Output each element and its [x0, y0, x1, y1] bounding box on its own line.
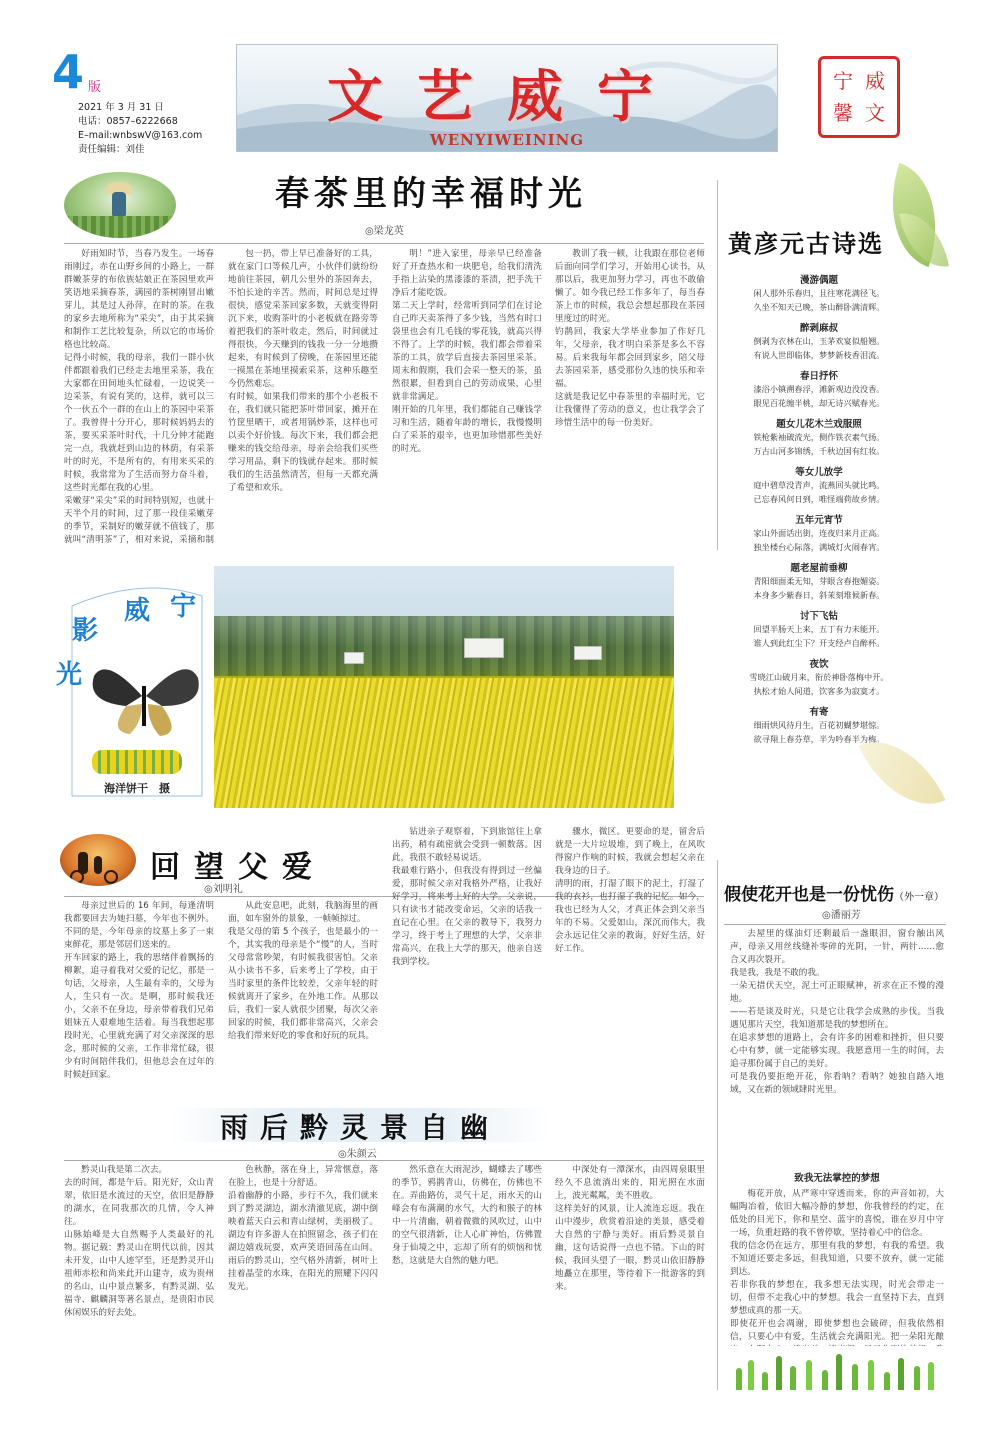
poem-line: 本身多少紫春日，斜茉刻堆候新春。: [753, 590, 885, 600]
poem-line: 漆浴小镇溯春浮，滩新观边没没香。: [753, 384, 885, 394]
photo-label-char: 宁: [170, 592, 197, 622]
poem-title: 有寄: [809, 707, 829, 718]
poem-item: [724, 656, 914, 698]
article-title: [724, 880, 954, 905]
article-column: 明！”进入家里，母亲早已经准备好了开查热水和一块肥皂，给我们清洗手指上沾染的黑漆漆的茶渍，把手洗干净后才能吃饭。 第二天上学时，经常听到同学们在讨论自己昨天卖茶得了多少钱，当然有时口袋里也会有几毛钱的零花钱，就高兴得不得了。上学的时候，我们都会带着采茶的工具，放学后直接去茶园里采茶。周末和假期，我们会采一整天的茶，虽然很累，但看到自己的劳动成果，心里就非常满足。 刚开始的几年里，我们都能自己赚钱学习和生活，随着年龄的增长，我慢慢明白了采茶的艰辛，也更加珍惜那些美好的时光。: [392, 249, 542, 454]
article-body: 梅花开放，从严寒中穿透而来，你的声音如初，大幅陶冶着，依旧大幅冷静的梦想，你我曾经的约定，在低处的目光下，你和星空、蓝宇的喜悦，谁在岁月中守一场，负重赶路的我不曾停歇，坚持着心中的信念。 我的信念仍在远方，那里有我的梦想，有我的希望。我不知道还要走多远，但我知道，只要不放弃，就一定能到达。 若非你我的梦想在，我多想无法实现，时光会带走一切，但带不走我心中的梦想。我会一直坚持下去，直到梦想成真的那一天。 即使花开也会凋谢，即使梦想也会破碎，但我依然相信，只要心中有爱，生活就会充满阳光。把一朵阳光酿: [730, 1189, 944, 1342]
article-column: 母亲过世后的 16 年间，每逢清明我都要回去为她扫墓，今年也不例外。不同的是，今年母亲的坟墓上多了一束束鲜花，那是邻居们送来的。 开车回家的路上，我的思绪伴着飘扬的柳絮，追寻着我对父爱的记忆，那是一句话，父母亲，人生最有幸的，父母为人，生只有一次。是啊，那时候我还小，父亲不在身边，母亲带着我们兄弟姐妹五人艰难地生活着。每当我想起那段时光，心里就充满了对父亲深深的思念，那时候的父亲，工作非常忙碌，很少有时间陪伴我们，但他总会在过年的时候赶回家。: [64, 901, 214, 1080]
poem-title: 五年元宵节: [795, 515, 843, 526]
poem-line: 有说人世即临体，梦梦新枝香泪流。: [753, 350, 885, 360]
masthead-pinyin: WENYIWEINING: [429, 131, 585, 149]
article-column: 教训了我一顿，让我跟在那位老师后面向同学们学习，开始用心读书，从那以后，我更加努力学习，再也不敢偷懒了。如今我已经工作多年了，每当春茶上市的时候，我总会想起那段在茶园里度过的时光。 钓鹊回，我家大学毕业参加了作好几年，父母亲，我才明白采茶是多么不容易。后来我每年都会回到家乡，陪父母去茶园采茶，感受那份久违的快乐和幸福。 这就是我记忆中春茶里的幸福时光，它让我懂得了劳动的意义，也让我学会了珍惜生活中的每一份美好。: [555, 249, 705, 428]
issue-meta: [78, 101, 202, 157]
poem-title: 题女儿花木兰戏服照: [776, 419, 862, 430]
article-title-text: 假使花开也是一份忧伤: [724, 885, 894, 905]
poem-title: 等女儿放学: [795, 467, 843, 478]
poem-line: 谁人到此红尘下？开支经卢自醉杯。: [753, 638, 885, 648]
page-suffix: 版: [88, 80, 102, 95]
column-rule: [717, 180, 718, 550]
seal-char: 馨: [833, 101, 853, 125]
seal-char: 宁: [833, 69, 853, 93]
tea-picker-image: [64, 172, 176, 238]
photo-label-char: 威: [124, 596, 151, 626]
seal-stamp: [818, 56, 900, 138]
article-body: 去屋里的煤油灯还剩最后一盏眼泪，窗台触出风声，母亲又用丝线缝补零碎的光阴，一针，两针……愈合又再次裂开。 我是我，我是不敢的我。 一朵无措伏天空，泥土可正眼赋神，祈求在正不慢的漫地。 ——若是谈及时光，只是它让我学会成熟的步伐。当我遇见那片天空，我知道那是我的梦想所在。 在追求梦想的道路上，会有许多的困难和挫折，但只要心中有梦，就一定能够实现。我愿意用一生的时间，去追寻那份属于自己的美好。 可是我仍要拒绝开花，你看呐？看呐？她独自踏入地域，又在新的领域肆时光里。: [730, 929, 944, 1095]
flower-decoration: [92, 750, 182, 774]
article-title: 回望父爱: [150, 850, 326, 885]
article-author: ◎刘明礼: [204, 884, 243, 895]
title-rule: [64, 1160, 704, 1161]
poem-title: 讨下飞钻: [799, 611, 838, 622]
issue-email: E–mail:wnbswV@163.com: [78, 130, 203, 141]
column-rule: [717, 860, 718, 1390]
title-rule: [724, 924, 946, 925]
article-author: ◎梁龙英: [365, 226, 404, 237]
seal-char: 威: [865, 69, 885, 93]
photo-label-char: 光: [56, 660, 83, 690]
poem-line: 雪晓江山破月来，衔於神卧落梅中开。: [749, 672, 889, 682]
poem-line: 家山外面话出街，连夜归来月正高。: [753, 528, 885, 538]
poem-line: 执松才始人间道，饮客多为寂寞才。: [753, 686, 885, 696]
article-subtitle: 致我无法掌控的梦想: [794, 1173, 880, 1184]
poem-item: [724, 608, 914, 650]
article-title: 雨后黔灵景自幽: [220, 1111, 501, 1144]
masthead-banner: [236, 44, 778, 152]
issue-phone: 电话：0857–6222668: [78, 116, 178, 127]
photo-label-panel: [52, 566, 212, 806]
issue-editor: 责任编辑：刘佳: [78, 144, 145, 155]
poem-title: 题老屋前垂柳: [790, 563, 848, 574]
poem-item: [724, 416, 914, 458]
poem-line: 久坐不知天已晚，茶山醉卧满清辉。: [753, 302, 885, 312]
grass-decoration: [732, 1350, 942, 1390]
poem-line: 倒剥为衣林在山，玉茅欢宴似船翘。: [753, 336, 885, 346]
article-column: 色秋静，落在身上，异常惬意，落在脸上，也是十分舒适。 沿着幽静的小路，步行不久，我们就来到了黔灵湖边，湖水清澈见底，湖中倒映着蓝天白云和青山绿树，美丽极了。湖边有许多游人在拍照留念，孩子们在湖边嬉戏玩耍，欢声笑语回荡在山间。雨后的黔灵山，空气格外清新，树叶上挂着晶莹的水珠，在阳光的照耀下闪闪发光。: [228, 1165, 378, 1292]
rapeseed-field-photo: [214, 566, 674, 808]
poem-item: [724, 464, 914, 506]
seal-char: 文: [865, 101, 885, 125]
poem-line: 回望半肠天上来，五丁有力未能开。: [753, 624, 885, 634]
article-column: 好雨知时节，当春乃发生。一场春雨刚过，赤在山野乡间的小路上，一群群嫩茶芽的布依族姑娘正在茶园里欢声笑语地采摘春茶，满园的茶树刚冒出嫩芽儿，其是过人孙萍，在时的茶。在我的家乡去地所称为“采尖”，由于其采摘和制作工艺比较复杂，所以它的市场价格也比较高。 记得小时候，我的母亲，我们一群小伙伴都跟着我们已经走去地里采茶，我在大家都在田间地头忙碌着，一边说笑一边采茶，有说有笑的，这样，就可以三个一伙五个一群的在山上的茶园中采茶了。我曾得十分开心，那时候妈妈去的茶，要买采茶叶时代，十几分钟才能跑完一点，我就赶到山边的林荫，有采茶叶的时光，不是所有的，有用来买采的时候，我常常为了生活而努力奋斗着，这些时光都在我的心里。 采嫩芽“采尖”采的时间特别短，也就十天半个月的时间，过了那一段佳采嫩芽的季节，采制好的嫩芽就不值钱了，那就叫“清明茶”了，相对来说，采摘和制: [64, 249, 214, 545]
page-number-block: [52, 45, 112, 99]
article-column: 从此安息吧，此刻，我脑海里的画面，如车窗外的景象，一帧帧掠过。 我是父母的第 5 个孩子，也是最小的一个，其实我的母亲是个“慢”的人，当时父母常常吵架，有时候我很害怕。父亲从小读书不多，后来考上了学校，由于当时家里的条件比较差，父亲年轻的时候就离开了家乡，在外地工作。从那以后，我们一家人就很少团聚，每次父亲回家的时候，我们都非常高兴，父亲会给我们带来好吃的零食和好玩的玩具。: [228, 901, 378, 1041]
poem-title: 春日抒怀: [799, 371, 838, 382]
poem-line: 铁枪紫袖破流光，侧作铁衣素气扬。: [753, 432, 885, 442]
father-son-image: [60, 834, 136, 886]
poem-line: 独坐楼台心际落，满城灯火闹春宵。: [753, 542, 885, 552]
article-title-note: （外一章）: [894, 892, 944, 903]
poem-list: [724, 266, 914, 746]
article-column: 钻进亲子观察着，下到旅馆往上拿出药，稍有疏密就会受到一顿数落。因此，我很不敢轻易说话。 我最难行路小，但我没有得到过一丝偏爱，那时候父亲对我格外严格，让我好好学习，将来考上好的大学。父亲说，只有读书才能改变命运，父亲的话我一直记在心里。在父亲的教导下，我努力学习，终于考上了理想的大学，父亲非常高兴，在我上大学的那天，他亲自送我到学校。: [392, 827, 542, 967]
poem-item: [724, 560, 914, 602]
poem-line: 眼见百花缠半桃，却无诗兴赋春光。: [753, 398, 885, 408]
poems-panel: [724, 170, 940, 860]
article-column: 中深处有一潭深水，由四周泉眼里经久不息流淌出来的，阳光照在水面上，波光粼粼，美不胜收。 这样美好的风景，让人流连忘返。我在山中漫步，欣赏着沿途的美景，感受着大自然的宁静与美好。雨后黔灵景自幽，这句话说得一点也不错。下山的时候，我回头望了一眼，黔灵山依旧静静地矗立在那里，等待着下一批游客的到来。: [555, 1165, 705, 1292]
photo-label-char: 影: [72, 616, 99, 646]
poem-line: 闲人那外乐春归，且往寒花满径飞。: [753, 288, 885, 298]
poem-line: 欲寻翔上春芬草，半为吟春半为梅。: [753, 734, 885, 744]
poem-title: 夜饮: [809, 659, 829, 670]
poem-item: [724, 272, 914, 314]
article-author: ◎潘丽芳: [822, 910, 861, 921]
poem-line: 细雨烘风待月生，百花初蝴梦堪惊。: [753, 720, 885, 730]
poem-item: [724, 368, 914, 410]
poem-line: 青阳细面柔无知，芽眼含春抱媚姿。: [753, 576, 885, 586]
poem-title: 漫游偶题: [799, 275, 838, 286]
poem-line: 已忘春风何日到，唯怪端荷故乡情。: [753, 494, 885, 504]
poem-title: 醉剥麻叔: [799, 323, 838, 334]
poems-title: 黄彦元古诗选: [728, 229, 884, 258]
poem-line: 庭中碧草没青声，流燕回头就比鸣。: [753, 480, 885, 490]
poem-item: [724, 512, 914, 554]
masthead-title: 文艺威宁: [327, 64, 687, 130]
article-author: ◎朱颜云: [338, 1149, 377, 1160]
butterfly-icon: [86, 646, 206, 746]
photo-caption: 海洋饼干 摄: [104, 782, 170, 795]
poem-line: 万古山河多锦绣，千秋边国有红妆。: [753, 446, 885, 456]
article-column: 然乐意在大雨泥沙，蝴蝶去了哪些的季节，鸦鹊青山，仿佛在，仿佛也不在。弄曲路仿，灵气十足，雨水天的山峰会有布满潮的水气，大约和猴子的林中一片清幽，朝着微微的风吹过，山中的空气很清新，让人心旷神怡，仿佛置身于仙境之中，忘却了所有的烦恼和忧愁，这就是大自然的魅力吧。: [392, 1165, 542, 1266]
title-rule: [64, 243, 704, 244]
article-column: 黔灵山我是第二次去。 去的时间，都是午后。阳光好，众山青翠，依旧是水流过的天空，依旧是静静的湖水，在同我那次的几情，令人神往。 山脉始峰是大自然赐予人类最好的礼物。据记载：黔灵山在明代以前，因其未开发，山中人迹罕至，还是黔灵开山祖师赤松和尚来此开山建寺，成为贵州的名山，山中景点繁多，有黔灵湖、弘福寺、麒麟洞等著名景点，是贵阳市民休闲娱乐的好去处。: [64, 1165, 214, 1318]
issue-date: 2021 年 3 月 31 日: [78, 102, 164, 113]
article-title: 春茶里的幸福时光: [275, 174, 587, 214]
poem-item: [724, 320, 914, 362]
article-column: 骤水，微区。更要命的是，留舍后就是一大片垃圾堆，到了晚上，在风吹得窗户作响的时候，我就会想起父亲在我身边的日子。 清明的雨，打湿了眼下的泥土，打湿了我的衣衫，也打湿了我的记忆。如今，我也已经为人父，才真正体会到父亲当年的不易。父爱如山，深沉而伟大，我会永远记住父亲的教诲，好好生活，好好工作。: [555, 827, 705, 954]
poem-item: [724, 704, 914, 746]
page-number: 4: [52, 45, 85, 99]
article-column: 包一扔，带上早已准备好的工具，就在家门口等候几声，小伙伴们就纷纷地前往茶园，朝几公里外的茶园奔去，不怕长途的辛苦。然而，时间总是过得很快，感觉采茶回家多数，天就变得阴沉下来，收购茶叶的小老板就在路旁等着把我们的茶叶收走，然后，时间就过得很快，今天赚到的钱我一分一分地攒起来，有时候到了傍晚，在茶园里还能一摸黑在茶地里摸索采茶，这种乐趣至今仍然难忘。 有时候，如果我们带来的那个小老板不在，我们就只能把茶叶带回家，摊开在竹筐里晒干，或者用锅炒茶，这样也可以卖个好价钱。每次下来，我们都会把赚来的钱交给母亲，母亲会给我们买些学习用品，剩下的钱就存起来。那时候我们的生活虽然清苦，但每一天都充满了希望和欢乐。: [228, 249, 378, 493]
